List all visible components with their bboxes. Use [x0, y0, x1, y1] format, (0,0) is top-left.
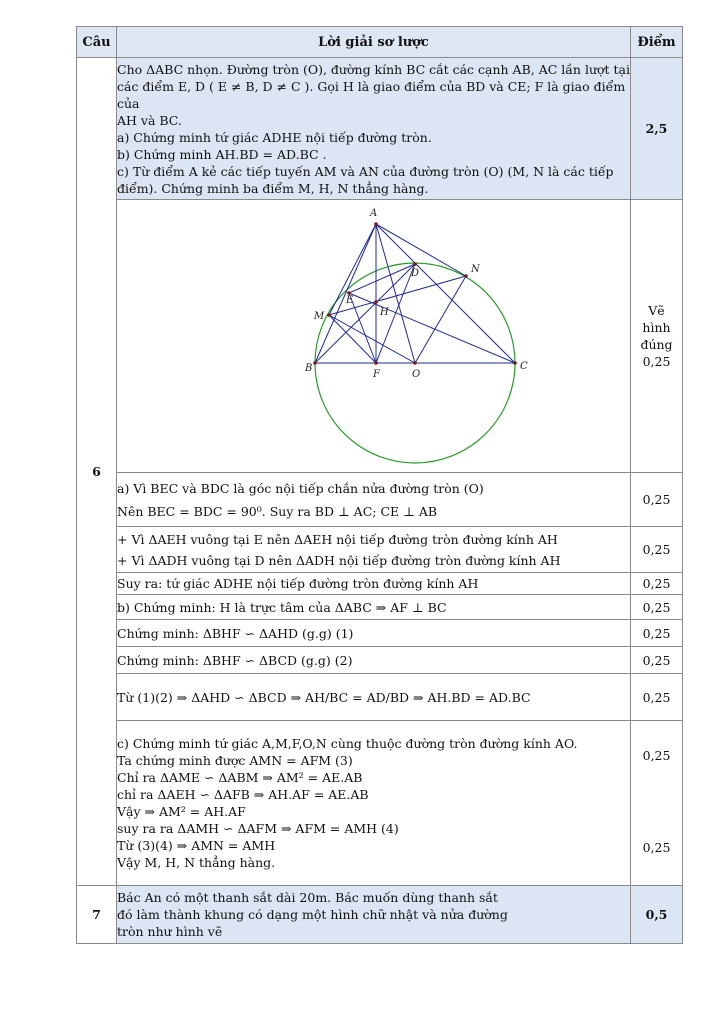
figure-row [77, 200, 683, 473]
part-c-row [77, 721, 683, 886]
label-f: F [373, 369, 380, 380]
prompt-line: c) Từ điểm A kẻ các tiếp tuyến AM và AN của đường tròn (O) (M, N là các tiếp [117, 163, 614, 179]
label-m: M [314, 311, 325, 322]
label-d: D [411, 268, 420, 279]
q6-prompt [117, 58, 631, 200]
prompt-line: b) Chứng minh AH.BD = AD.BC . [117, 146, 327, 162]
prompt-line: Cho ΔABC nhọn. Đường tròn (O), đường kính BC cắt các cạnh AB, AC lần lượt tại [117, 61, 630, 77]
q6-prompt-points: 2,5 [631, 58, 683, 200]
label-c: C [520, 361, 528, 372]
q6-number: 6 [77, 58, 117, 886]
q7-row [77, 886, 683, 944]
q7-points: 0,5 [631, 886, 683, 944]
table-header-row [77, 27, 683, 58]
step-row: + Vì ΔAEH vuông tại E nên ΔAEH nội tiếp đường tròn đường kính AH + Vì ΔADH vuông tại D nên ΔADH nội tiếp đường tròn đường kính AH 0,25 [77, 527, 683, 573]
geometry-figure [117, 200, 629, 468]
step-row: Từ (1)(2) ⇒ ΔAHD ∽ ΔBCD ⇒ AH/BC = AD/BD ⇒ AH.BD = AD.BC 0,25 [77, 674, 683, 721]
step-row: Chứng minh: ΔBHF ∽ ΔBCD (g.g) (2) 0,25 [77, 647, 683, 674]
label-e: E [346, 295, 354, 306]
figure-cell [117, 200, 631, 473]
q6-prompt-row [77, 58, 683, 200]
prompt-line: điểm). Chứng minh ba điểm M, H, N thẳng hàng. [117, 180, 429, 196]
label-h: H [380, 307, 389, 318]
prompt-line: a) Chứng minh tứ giác ADHE nội tiếp đường tròn. [117, 129, 432, 145]
q7-prompt: Bác An có một thanh sắt dài 20m. Bác muốn dùng thanh sắt đó làm thành khung có dạng một hình chữ nhật và nửa đường tròn như hình vẽ [117, 886, 631, 944]
label-b: B [305, 363, 313, 374]
prompt-line: các điểm E, D ( E ≠ B, D ≠ C ). Gọi H là giao điểm của BD và CE; F là giao điểm của [117, 78, 626, 111]
header-question: Câu [77, 27, 117, 58]
step-row: Suy ra: tứ giác ADHE nội tiếp đường tròn đường kính AH 0,25 [77, 573, 683, 595]
label-a: A [370, 208, 378, 219]
q7-number: 7 [77, 886, 117, 944]
label-n: N [471, 264, 480, 275]
step-row: Chứng minh: ΔBHF ∽ ΔAHD (g.g) (1) 0,25 [77, 620, 683, 647]
part-c: c) Chứng minh tứ giác A,M,F,O,N cùng thuộc đường tròn đường kính AO. Ta chứng minh được AMN = AFM (3) Chỉ ra ΔAME ∽ ΔABM ⇒ AM² = AE.AB chỉ ra ΔAEH ∽ ΔAFB ⇒ AH.AF = AE.AB Vậy ⇒ AM² = AH.AF suy ra ra ΔAMH ∽ ΔAFM ⇒ AFM = AMH (4) Từ (3)(4) ⇒ AMN = AMH Vậy M, H, N thẳng hàng. [117, 721, 631, 886]
header-solution: Lời giải sơ lược [117, 27, 631, 58]
step-row: a) Vì BEC và BDC là góc nội tiếp chắn nửa đường tròn (O) Nên BEC = BDC = 90⁰. Suy ra BD ⊥ AC; CE ⊥ AB 0,25 [77, 473, 683, 527]
figure-points: Vẽ hình đúng 0,25 [631, 200, 683, 473]
label-o: O [412, 369, 421, 380]
header-points: Điểm [631, 27, 683, 58]
solution-table [76, 26, 683, 944]
step-row: b) Chứng minh: H là trực tâm của ΔABC ⇒ AF ⊥ BC 0,25 [77, 595, 683, 620]
prompt-line: AH và BC. [117, 112, 182, 128]
part-c-points: 0,25 0,25 [631, 721, 683, 886]
